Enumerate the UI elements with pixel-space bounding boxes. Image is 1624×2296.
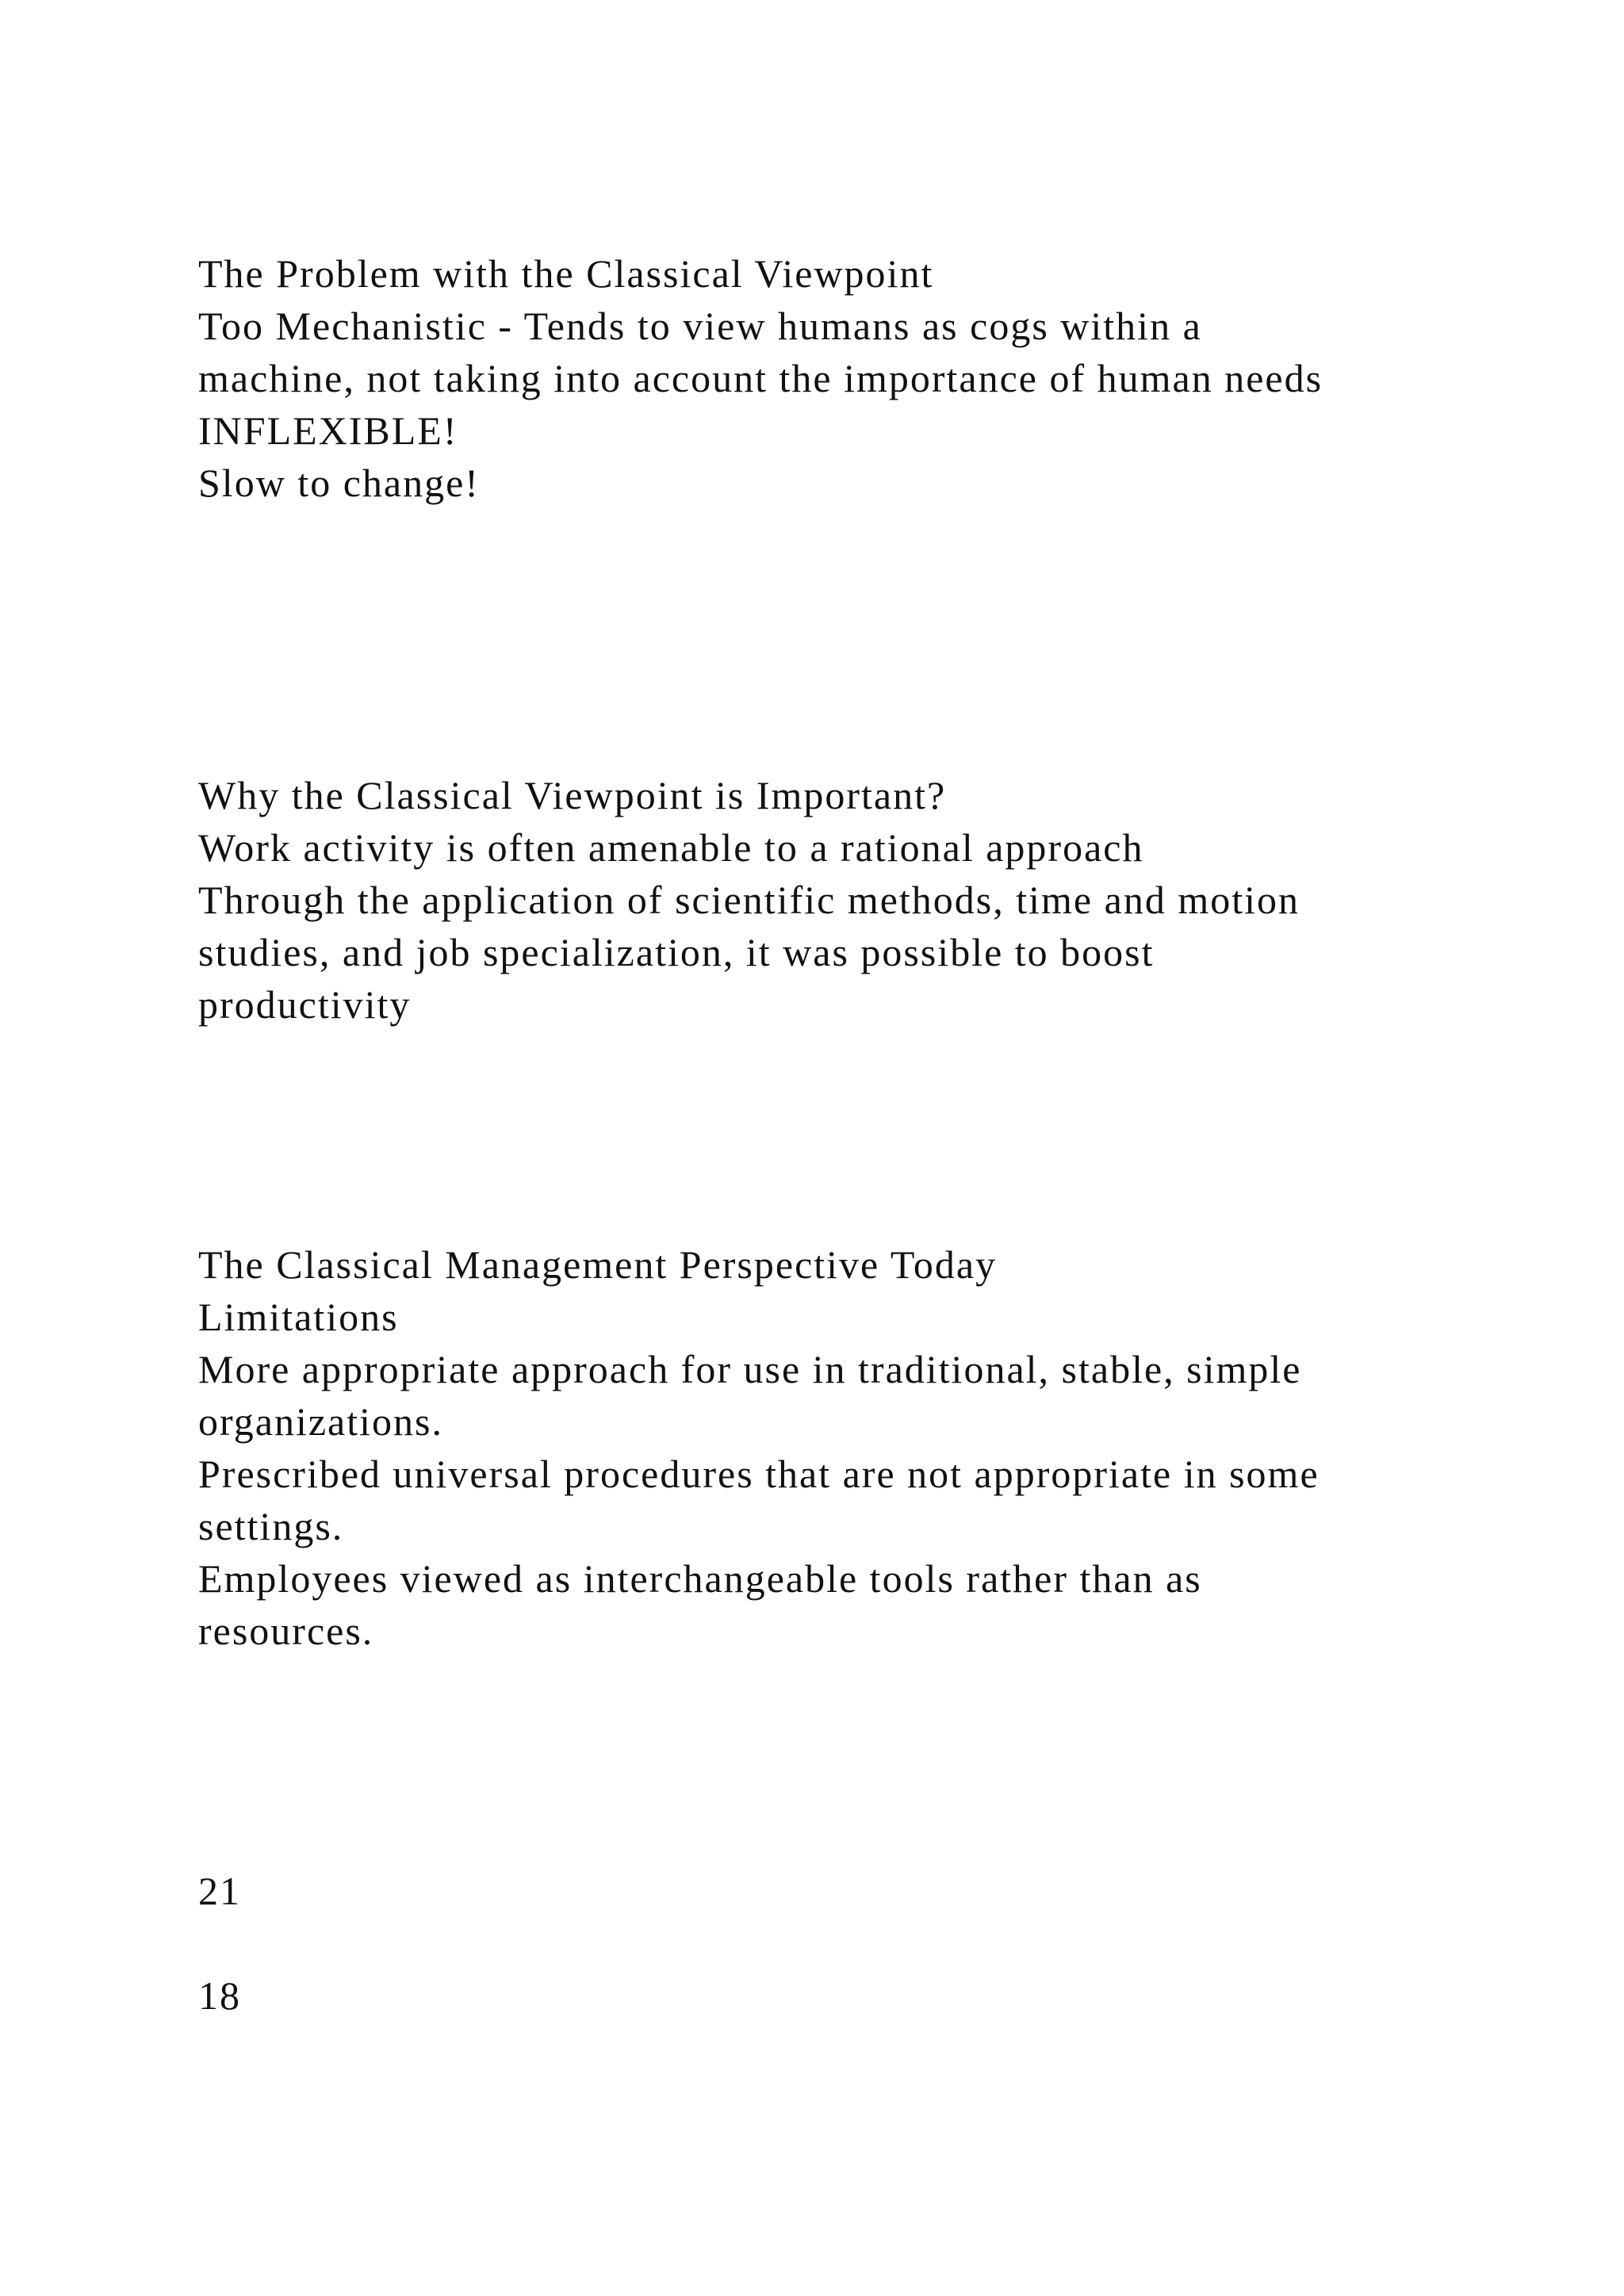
section3-line: More appropriate approach for use in traditional, stable, simple <box>198 1347 1302 1391</box>
section1-line: machine, not taking into account the importance of human needs <box>198 356 1323 400</box>
section3-line: organizations. <box>198 1399 443 1444</box>
page-number: 18 <box>198 1973 241 2018</box>
section1-heading: The Problem with the Classical Viewpoint <box>198 251 934 296</box>
section3-heading: The Classical Management Perspective Today <box>198 1242 998 1287</box>
section2-line: Through the application of scientific methods, time and motion <box>198 878 1300 922</box>
section1-line: INFLEXIBLE! <box>198 408 458 453</box>
section2-line: Work activity is often amenable to a rational approach <box>198 825 1144 870</box>
section3-line: Employees viewed as interchangeable tools rather than as <box>198 1556 1202 1601</box>
section3-line: Prescribed universal procedures that are not appropriate in some <box>198 1452 1320 1496</box>
section3-line: resources. <box>198 1609 374 1653</box>
section2-line: studies, and job specialization, it was possible to boost <box>198 930 1155 974</box>
section2-heading: Why the Classical Viewpoint is Important? <box>198 773 947 817</box>
section3-line: Limitations <box>198 1295 399 1339</box>
page-number: 21 <box>198 1869 241 1913</box>
section2-line: productivity <box>198 982 412 1027</box>
section1-line: Too Mechanistic - Tends to view humans as cogs within a <box>198 304 1202 348</box>
section3-line: settings. <box>198 1504 344 1548</box>
section1-line: Slow to change! <box>198 461 480 505</box>
